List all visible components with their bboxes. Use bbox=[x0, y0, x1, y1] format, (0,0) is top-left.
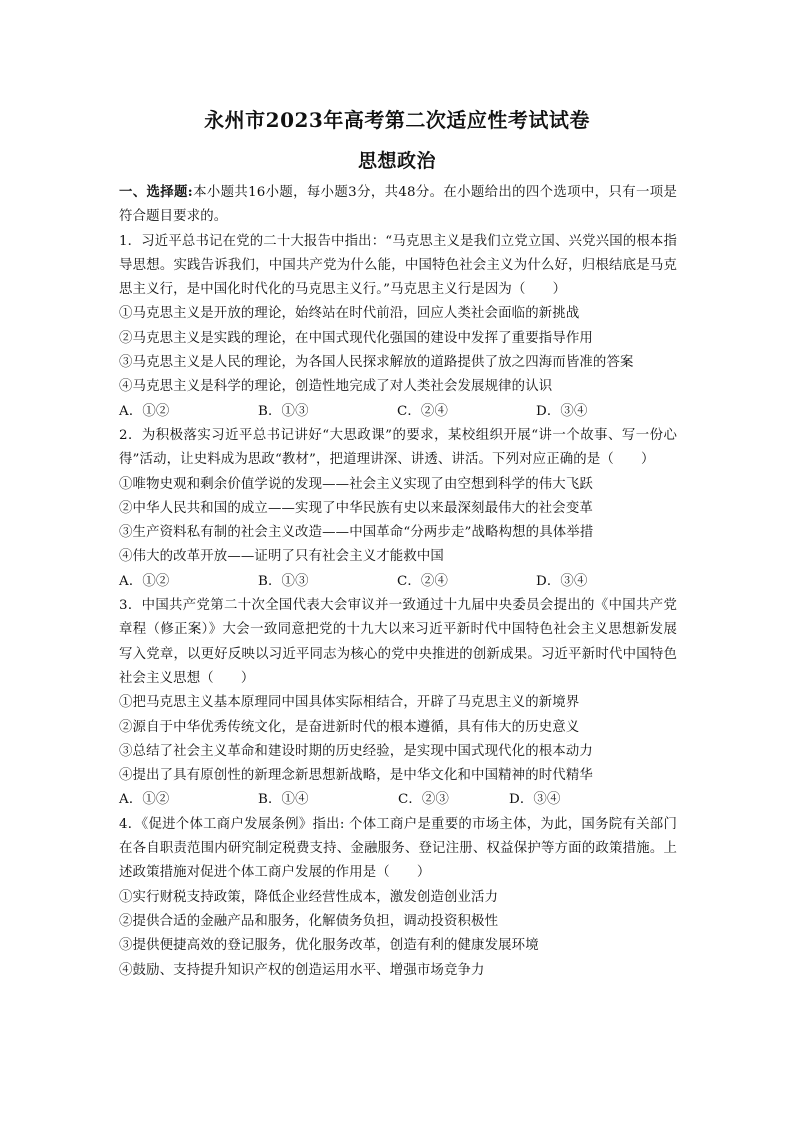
option-d: D．③④ bbox=[536, 573, 588, 589]
question-2-item-2: ②中华人民共和国的成立——实现了中华民族有史以来最深刻最伟大的社会变革 bbox=[119, 500, 593, 516]
question-1-item-2: ②马克思主义是实践的理论，在中国式现代化强国的建设中发挥了重要指导作用 bbox=[119, 330, 593, 346]
question-4-item-4: ④鼓励、支持提升知识产权的创造运用水平、增强市场竞争力 bbox=[119, 962, 485, 978]
section-label: 一、选择题: bbox=[119, 184, 193, 200]
question-1-item-1: ①马克思主义是开放的理论，始终站在时代前沿，回应人类社会面临的新挑战 bbox=[119, 306, 580, 322]
question-4-stem: 4．《促进个体工商户发展条例》指出: 个体工商户是重要的市场主体，为此，国务院有关部门在各自职责范围内研究制定税费支持、金融服务、登记注册、权益保护等方面的政策措施。上述政策措施对促进个体工商户发展的作用是（ ） bbox=[119, 816, 677, 881]
option-a: A．①② bbox=[119, 792, 170, 808]
exam-title: 永州市2023年高考第二次适应性考试试卷 bbox=[204, 108, 590, 132]
question-4-item-2: ②提供合适的金融产品和服务，化解债务负担，调动投资积极性 bbox=[119, 913, 499, 929]
option-a: A．①② bbox=[119, 403, 170, 419]
question-3-item-2: ②源自于中华优秀传统文化，是奋进新时代的根本遵循，具有伟大的历史意义 bbox=[119, 719, 580, 735]
question-2-stem: 2．为积极落实习近平总书记讲好“大思政课”的要求，某校组织开展“讲一个故事、写一份心得”活动，让史料成为思政“教材”，把道理讲深、讲透、讲活。下列对应正确的是（ ） bbox=[119, 427, 677, 468]
option-d: D．③④ bbox=[536, 403, 588, 419]
option-b: B．①③ bbox=[258, 573, 309, 589]
question-1-item-4: ④马克思主义是科学的理论，创造性地完成了对人类社会发展规律的认识 bbox=[119, 379, 553, 395]
option-c: C．②③ bbox=[398, 792, 450, 808]
question-1-stem: 1．习近平总书记在党的二十大报告中指出：“马克思主义是我们立党立国、兴党兴国的根本指导思想。实践告诉我们，中国共产党为什么能，中国特色社会主义为什么好，归根结底是马克思主义行，是中国化时代化的马克思主义行。”马克思主义行是因为（ ） bbox=[119, 233, 677, 298]
question-2-item-3: ③生产资料私有制的社会主义改造——中国革命“分两步走”战略构想的具体举措 bbox=[119, 525, 594, 541]
section-intro: 本小题共16小题，每小题3分，共48分。在小题给出的四个选项中，只有一项是符合题目要求的。 bbox=[119, 185, 677, 225]
option-b: B．①③ bbox=[258, 403, 309, 419]
question-1-item-3: ③马克思主义是人民的理论，为各国人民探求解放的道路提供了放之四海而皆准的答案 bbox=[119, 355, 634, 371]
exam-content bbox=[119, 180, 677, 983]
option-d: D．③④ bbox=[509, 792, 561, 808]
question-3-item-1: ①把马克思主义基本原理同中国具体实际相结合，开辟了马克思主义的新境界 bbox=[119, 695, 580, 711]
question-3-options bbox=[119, 788, 677, 812]
question-4-item-1: ①实行财税支持政策，降低企业经营性成本，激发创造创业活力 bbox=[119, 889, 499, 905]
question-3-item-4: ④提出了具有原创性的新理念新思想新战略，是中华文化和中国精神的时代精华 bbox=[119, 768, 593, 784]
option-b: B．①④ bbox=[258, 792, 309, 808]
subject-title: 思想政治 bbox=[357, 150, 436, 172]
question-2-item-4: ④伟大的改革开放——证明了只有社会主义才能救中国 bbox=[119, 549, 444, 565]
option-c: C．②④ bbox=[397, 573, 449, 589]
question-3-item-3: ③总结了社会主义革命和建设时期的历史经验，是实现中国式现代化的根本动力 bbox=[119, 743, 593, 759]
option-a: A．①② bbox=[119, 573, 170, 589]
question-4-item-3: ③提供便捷高效的登记服务，优化服务改革，创造有利的健康发展环境 bbox=[119, 938, 539, 954]
question-2-item-1: ①唯物史观和剩余价值学说的发现——社会主义实现了由空想到科学的伟大飞跃 bbox=[119, 476, 593, 492]
question-3-stem: 3．中国共产党第二十次全国代表大会审议并一致通过十九届中央委员会提出的《中国共产党章程（修正案）》大会一致同意把党的十九大以来习近平新时代中国特色社会主义思想新发展写入党章，以更好反映以习近平同志为核心的党中央推进的创新成果。习近平新时代中国特色社会主义思想（ ） bbox=[119, 598, 677, 686]
question-1-options bbox=[119, 400, 677, 424]
option-c: C．②④ bbox=[397, 403, 449, 419]
section-instructions bbox=[119, 180, 677, 230]
question-2-options bbox=[119, 570, 677, 594]
